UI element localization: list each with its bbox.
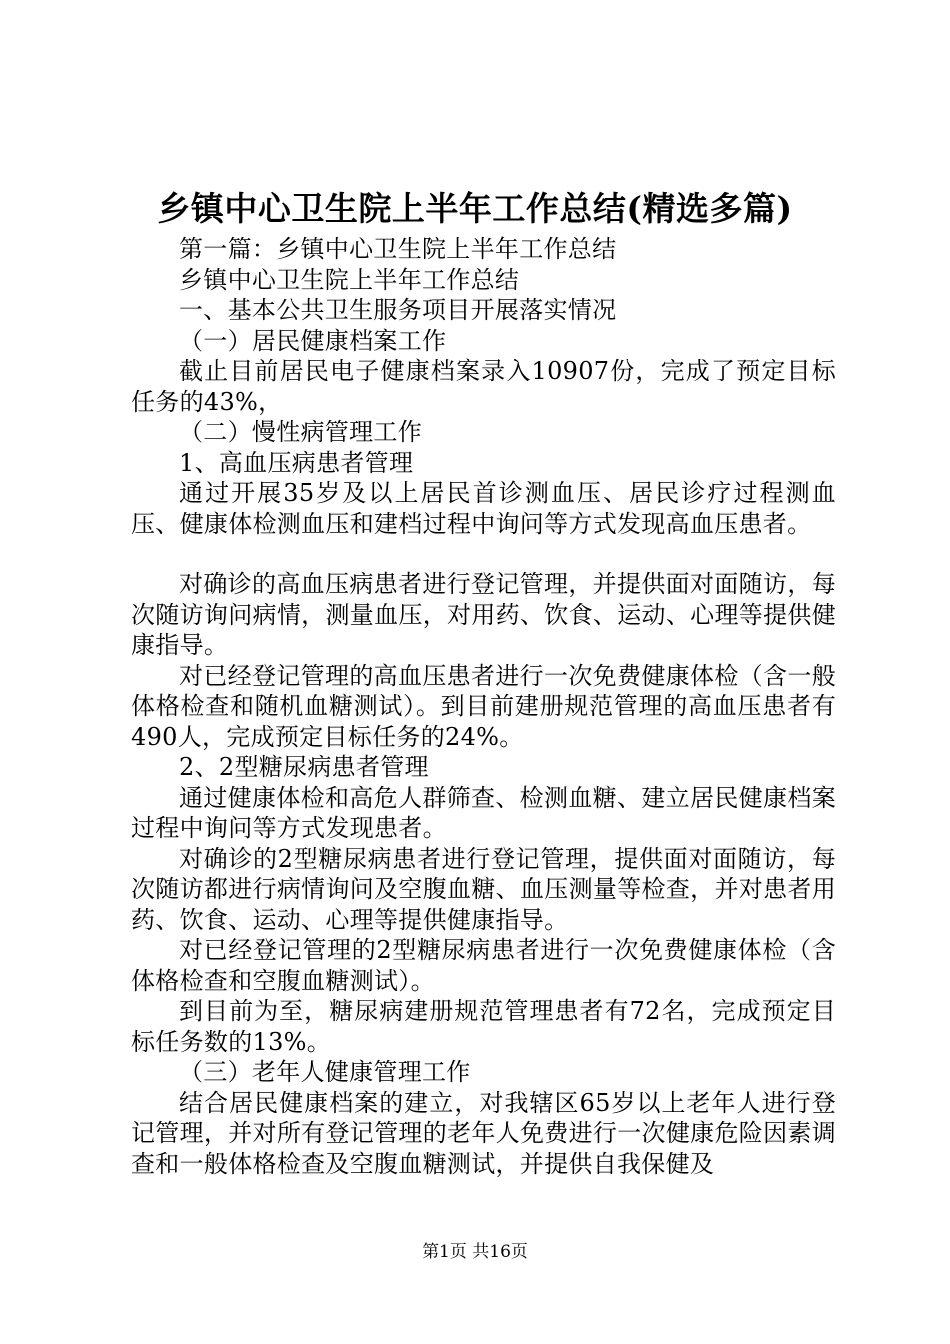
item-heading: 1、高血压病患者管理 xyxy=(179,448,414,477)
paragraph: 乡镇中心卫生院上半年工作总结 xyxy=(179,265,520,294)
paragraph: 结合居民健康档案的建立，对我辖区65岁以上老年人进行登记管理，并对所有登记管理的老年人免费进行一次健康危险因素调查和一般体格检查及空腹血糖测试，并提供自我保健及 xyxy=(131,1088,836,1178)
item-heading: 2、2型糖尿病患者管理 xyxy=(179,753,429,781)
page-footer: 第1页 共16页 xyxy=(422,1242,528,1262)
paragraph: 到目前为至，糖尿病建册规范管理患者有72名，完成预定目标任务数的13%。 xyxy=(131,997,836,1056)
subsection-heading: （三）老年人健康管理工作 xyxy=(179,1058,471,1086)
paragraph: 对确诊的2型糖尿病患者进行登记管理，提供面对面随访，每次随访都进行病情询问及空腹血糖、血压测量等检查，并对患者用药、饮食、运动、心理等提供健康指导。 xyxy=(131,844,836,934)
paragraph: 对已经登记管理的高血压患者进行一次免费健康体检（含一般体格检查和随机血糖测试）。到目前建册规范管理的高血压患者有490人，完成预定目标任务的24%。 xyxy=(131,661,836,751)
paragraph: 对已经登记管理的2型糖尿病患者进行一次免费健康体检（含体格检查和空腹血糖测试）。 xyxy=(131,936,836,995)
paragraph: 截止目前居民电子健康档案录入10907份，完成了预定目标任务的43%， xyxy=(131,357,836,416)
paragraph: 通过开展35岁及以上居民首诊测血压、居民诊疗过程测血压、健康体检测血压和建档过程中询问等方式发现高血压患者。 xyxy=(131,479,836,538)
subsection-heading: （二）慢性病管理工作 xyxy=(179,418,422,446)
paragraph: 通过健康体检和高危人群筛查、检测血糖、建立居民健康档案过程中询问等方式发现患者。 xyxy=(131,783,836,842)
subsection-heading: （一）居民健康档案工作 xyxy=(179,326,447,355)
document-title: 乡镇中心卫生院上半年工作总结(精选多篇) xyxy=(157,189,793,228)
document-body xyxy=(131,234,836,1179)
blank-line xyxy=(131,539,836,569)
paragraph: 第一篇：乡镇中心卫生院上半年工作总结 xyxy=(179,235,617,263)
section-heading: 一、基本公共卫生服务项目开展落实情况 xyxy=(179,296,617,324)
paragraph: 对确诊的高血压病患者进行登记管理，并提供面对面随访，每次随访询问病情，测量血压，对用药、饮食、运动、心理等提供健康指导。 xyxy=(131,570,836,659)
